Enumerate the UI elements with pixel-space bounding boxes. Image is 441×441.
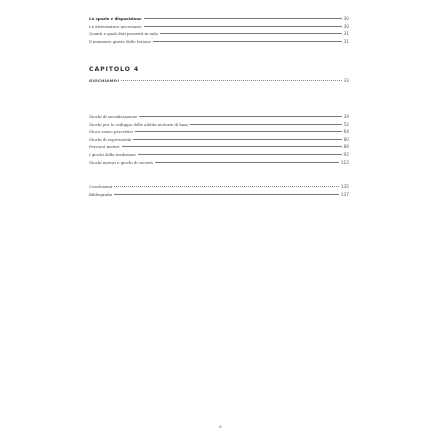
toc-leader-line: [135, 131, 342, 132]
chapter-first-entry: [89, 77, 349, 85]
toc-row: [89, 113, 349, 121]
toc-entry-title: Giochi motori e giochi di società: [89, 159, 153, 165]
toc-leader-line: [155, 162, 339, 163]
toc-row: [89, 136, 349, 144]
toc-row: [89, 38, 349, 46]
toc-leader-line: [144, 18, 342, 19]
toc-row: [89, 23, 349, 31]
toc-leader-line: [121, 80, 341, 81]
toc-leader-line: [190, 124, 341, 125]
toc-leader-line: [114, 194, 339, 195]
toc-entry-title: Conclusioni: [89, 184, 113, 189]
toc-entry-title: Lo spazio e disposizione: [89, 16, 142, 21]
toc-entry-page: 80: [343, 137, 349, 143]
toc-entry-page: 31: [343, 39, 349, 45]
toc-row: [89, 30, 349, 38]
toc-entry-page: 135: [340, 185, 349, 190]
toc-entry-title: GIOCHIAMO!: [89, 78, 120, 83]
toc-row: [89, 143, 349, 151]
toc-row: [89, 77, 349, 85]
toc-row: [89, 15, 349, 23]
toc-entry-title: Giochi di socializzazione: [89, 114, 138, 119]
toc-leader-line: [138, 154, 342, 155]
toc-row: [89, 191, 349, 199]
toc-entry-page: 33: [343, 79, 349, 84]
toc-end-section: [89, 183, 349, 198]
toc-entry-title: Quanti e quali dati presenti in aula: [89, 31, 158, 37]
toc-row: [89, 128, 349, 136]
toc-top-section: [89, 15, 349, 45]
toc-leader-line: [114, 186, 339, 187]
toc-row: [89, 151, 349, 159]
toc-entry-page: 31: [343, 32, 349, 38]
toc-entry-title: Giochi di espressività: [89, 136, 132, 142]
toc-entry-page: 30: [343, 17, 349, 22]
toc-entry-page: 64: [343, 130, 349, 136]
chapter-heading: CAPITOLO 4: [89, 66, 140, 73]
toc-entry-title: I giochi della tradizione: [89, 151, 136, 157]
toc-entry-page: 137: [340, 192, 349, 198]
toc-entry-page: 34: [343, 115, 349, 120]
toc-row: [89, 159, 349, 167]
toc-entry-page: 89: [343, 145, 349, 151]
toc-leader-line: [160, 33, 342, 34]
toc-leader-line: [133, 139, 341, 140]
toc-entry-page: 52: [343, 122, 349, 128]
toc-entry-title: Bibliografia: [89, 191, 113, 197]
toc-entry-page: 30: [343, 24, 349, 30]
toc-entry-title: Il momento giusto delle lezione: [89, 38, 151, 44]
toc-leader-line: [153, 41, 342, 42]
toc-entry-title: Gioco senso percettivi: [89, 129, 133, 135]
toc-leader-line: [144, 26, 342, 27]
toc-entry-page: 92: [343, 152, 349, 158]
toc-games-section: [89, 113, 349, 166]
toc-entry-title: Giochi per lo sviluppo delle abilità motorie di base: [89, 121, 189, 127]
toc-leader-line: [122, 146, 342, 147]
toc-entry-title: Le attrezzature necessarie: [89, 23, 142, 29]
page-number: 6: [219, 424, 222, 429]
toc-entry-title: Percorsi motori: [89, 144, 120, 150]
toc-entry-page: 112: [340, 160, 349, 166]
toc-leader-line: [139, 116, 341, 117]
toc-row: [89, 183, 349, 191]
toc-row: [89, 121, 349, 129]
